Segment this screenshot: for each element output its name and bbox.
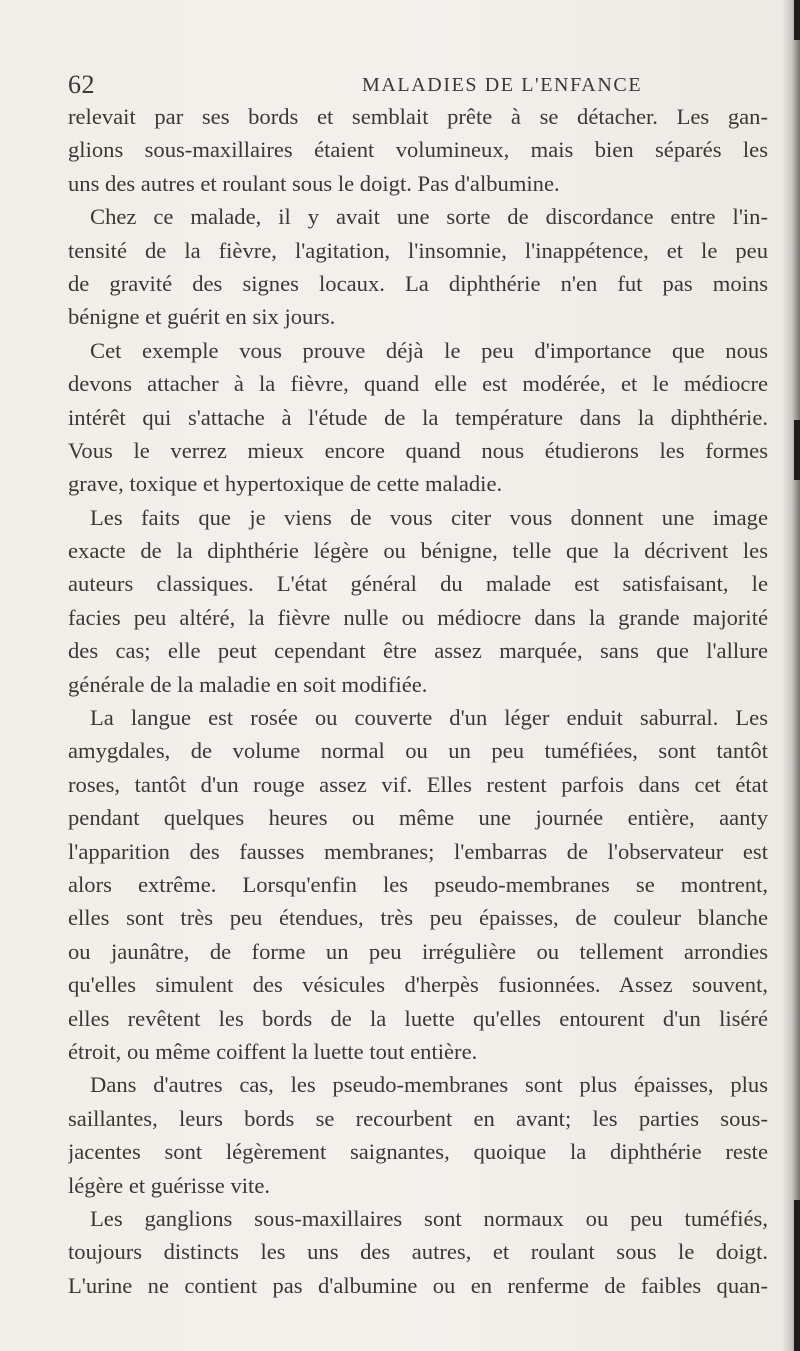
- text-line: alors extrême. Lorsqu'enfin les pseudo-membranes se montrent,: [68, 871, 768, 897]
- text-line: exacte de la diphthérie légère ou bénigne, telle que la décrivent les: [68, 538, 768, 564]
- text-line: Chez ce malade, il y avait une sorte de discordance entre l'in-: [90, 204, 768, 230]
- page-edge-mark: [794, 0, 800, 40]
- text-line: qu'elles simulent des vésicules d'herpès fusionnées. Assez souvent,: [68, 972, 768, 998]
- text-line: Cet exemple vous prouve déjà le peu d'importance que nous: [90, 337, 768, 363]
- text-line: bénigne et guérit en six jours.: [68, 304, 336, 330]
- text-line: glions sous-maxillaires étaient volumineux, mais bien séparés les: [68, 137, 768, 163]
- text-line: roses, tantôt d'un rouge assez vif. Elles restent parfois dans cet état: [68, 771, 768, 797]
- text-line: devons attacher à la fièvre, quand elle est modérée, et le médiocre: [68, 371, 768, 397]
- text-line: tensité de la fièvre, l'agitation, l'insomnie, l'inappétence, et le peu: [68, 237, 768, 263]
- page-number: 62: [68, 70, 95, 99]
- text-line: ou jaunâtre, de forme un peu irrégulière ou tellement arrondies: [68, 938, 768, 964]
- text-line: relevait par ses bords et semblait prête à se détacher. Les gan-: [68, 104, 768, 129]
- text-line: l'apparition des fausses membranes; l'embarras de l'observateur est: [68, 838, 768, 864]
- text-line: pendant quelques heures ou même une journée entière, aanty: [68, 805, 768, 831]
- text-line: jacentes sont légèrement saignantes, quoique la diphthérie reste: [68, 1139, 768, 1165]
- text-line: de gravité des signes locaux. La diphthérie n'en fut pas moins: [68, 270, 768, 296]
- text-line: grave, toxique et hypertoxique de cette maladie.: [68, 471, 503, 497]
- text-line: intérêt qui s'attache à l'étude de la température dans la diphthérie.: [68, 404, 768, 430]
- text-line: légère et guérisse vite.: [68, 1172, 270, 1198]
- text-line: Dans d'autres cas, les pseudo-membranes sont plus épaisses, plus: [90, 1072, 768, 1098]
- text-line: des cas; elle peut cependant être assez marquée, sans que l'allure: [68, 638, 768, 664]
- text-line: générale de la maladie en soit modifiée.: [68, 671, 428, 697]
- page-edge-mark: [794, 1200, 800, 1351]
- text-line: Vous le verrez mieux encore quand nous étudierons les formes: [68, 437, 768, 463]
- text-line: Les faits que je viens de vous citer vous donnent une image: [90, 504, 768, 530]
- body-text: [68, 100, 768, 1302]
- text-line: facies peu altéré, la fièvre nulle ou médiocre dans la grande majorité: [68, 604, 768, 630]
- text-line: étroit, ou même coiffent la luette tout entière.: [68, 1038, 478, 1064]
- text-line: auteurs classiques. L'état général du malade est satisfaisant, le: [68, 571, 768, 597]
- text-line: amygdales, de volume normal ou un peu tuméfiées, sont tantôt: [68, 738, 768, 764]
- page-edge-shadow: [782, 0, 800, 1351]
- running-title: MALADIES DE L'ENFANCE: [362, 74, 643, 96]
- text-line: elles revêtent les bords de la luette qu'elles entourent d'un liséré: [68, 1005, 768, 1031]
- text-line: uns des autres et roulant sous le doigt. Pas d'albumine.: [68, 170, 560, 196]
- page-header: [0, 70, 800, 102]
- page-edge-mark: [794, 420, 800, 480]
- text-line: saillantes, leurs bords se recourbent en avant; les parties sous-: [68, 1105, 768, 1131]
- text-line: L'urine ne contient pas d'albumine ou en renferme de faibles quan-: [68, 1272, 768, 1298]
- text-line: toujours distincts les uns des autres, et roulant sous le doigt.: [68, 1239, 768, 1265]
- text-line: elles sont très peu étendues, très peu épaisses, de couleur blanche: [68, 905, 768, 931]
- text-line: Les ganglions sous-maxillaires sont normaux ou peu tuméfiés,: [90, 1205, 768, 1231]
- text-line: La langue est rosée ou couverte d'un léger enduit saburral. Les: [90, 705, 768, 731]
